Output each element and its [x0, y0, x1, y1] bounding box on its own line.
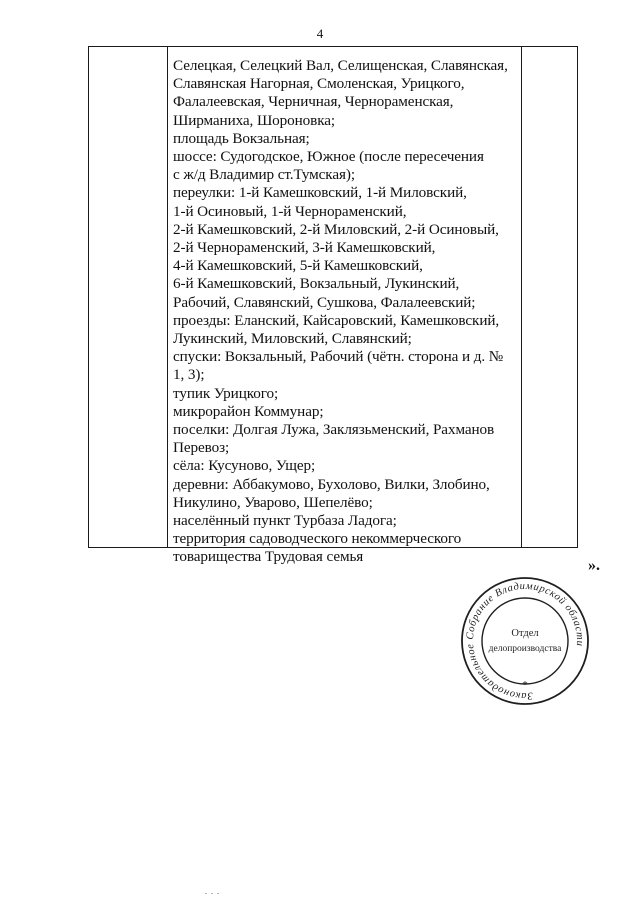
- stamp-center-line-2: делопроизводства: [488, 644, 562, 654]
- stamp-ring-text: Законодательное Собрание Владимирской области: [464, 580, 586, 702]
- text-line: 4-й Камешковский, 5-й Камешковский,: [173, 257, 423, 275]
- text-line: 1-й Осиновый, 1-й Чернораменский,: [173, 202, 407, 220]
- text-line: площадь Вокзальная;: [173, 129, 310, 147]
- scan-artifact-marks: . . .: [205, 887, 220, 896]
- text-line: 2-й Чернораменский, 3-й Камешковский,: [173, 239, 436, 257]
- closing-quote-mark: ».: [588, 557, 600, 574]
- text-line: с ж/д Владимир ст.Тумская);: [173, 166, 355, 184]
- text-line: Никулино, Уварово, Шепелёво;: [173, 493, 373, 511]
- page-number: 4: [316, 26, 324, 41]
- text-line: Селецкая, Селецкий Вал, Селищенская, Славянская,: [173, 57, 508, 74]
- text-line: сёла: Кусуново, Ущер;: [173, 457, 316, 475]
- text-line: тупик Урицкого;: [173, 384, 279, 402]
- text-line: поселки: Долгая Лужа, Заклязьменский, Рахманов: [173, 421, 495, 439]
- text-line: Рабочий, Славянский, Сушкова, Фалалеевский;: [173, 293, 476, 311]
- text-line: территория садоводческого некоммерческого: [173, 530, 462, 548]
- text-line: Ширманиха, Шороновка;: [173, 111, 336, 129]
- stamp-center-line-1: Отдел: [511, 628, 539, 639]
- text-line: шоссе: Судогодское, Южное (после пересечения: [173, 148, 484, 166]
- address-list-cell: [173, 57, 523, 567]
- official-stamp: [460, 576, 590, 706]
- text-line: товарищества Трудовая семья: [173, 548, 364, 566]
- text-line: проезды: Еланский, Кайсаровский, Камешковский,: [173, 311, 500, 329]
- text-line: переулки: 1-й Камешковский, 1-й Миловский,: [173, 184, 467, 202]
- text-line: Фалалеевская, Черничная, Чернораменская,: [173, 93, 454, 111]
- text-line: Славянская Нагорная, Смоленская, Урицкого,: [173, 75, 465, 93]
- text-line: деревни: Аббакумово, Бухолово, Вилки, Злобино,: [173, 475, 490, 493]
- text-line: микрорайон Коммунар;: [173, 402, 324, 420]
- text-line: 1, 3);: [173, 366, 205, 384]
- table-column-divider-left: [167, 47, 168, 547]
- text-line: 6-й Камешковский, Вокзальный, Лукинский,: [173, 275, 460, 293]
- text-line: спуски: Вокзальный, Рабочий (чётн. сторона и д. №: [173, 348, 504, 366]
- text-line: 2-й Камешковский, 2-й Миловский, 2-й Осиновый,: [173, 220, 499, 238]
- text-line: Лукинский, Миловский, Славянский;: [173, 330, 412, 348]
- text-line: Перевоз;: [173, 439, 230, 457]
- stamp-star: *: [522, 679, 528, 691]
- stamp-inner-ring: [482, 598, 568, 684]
- text-line: населённый пункт Турбаза Ладога;: [173, 512, 397, 530]
- document-table: [88, 46, 578, 566]
